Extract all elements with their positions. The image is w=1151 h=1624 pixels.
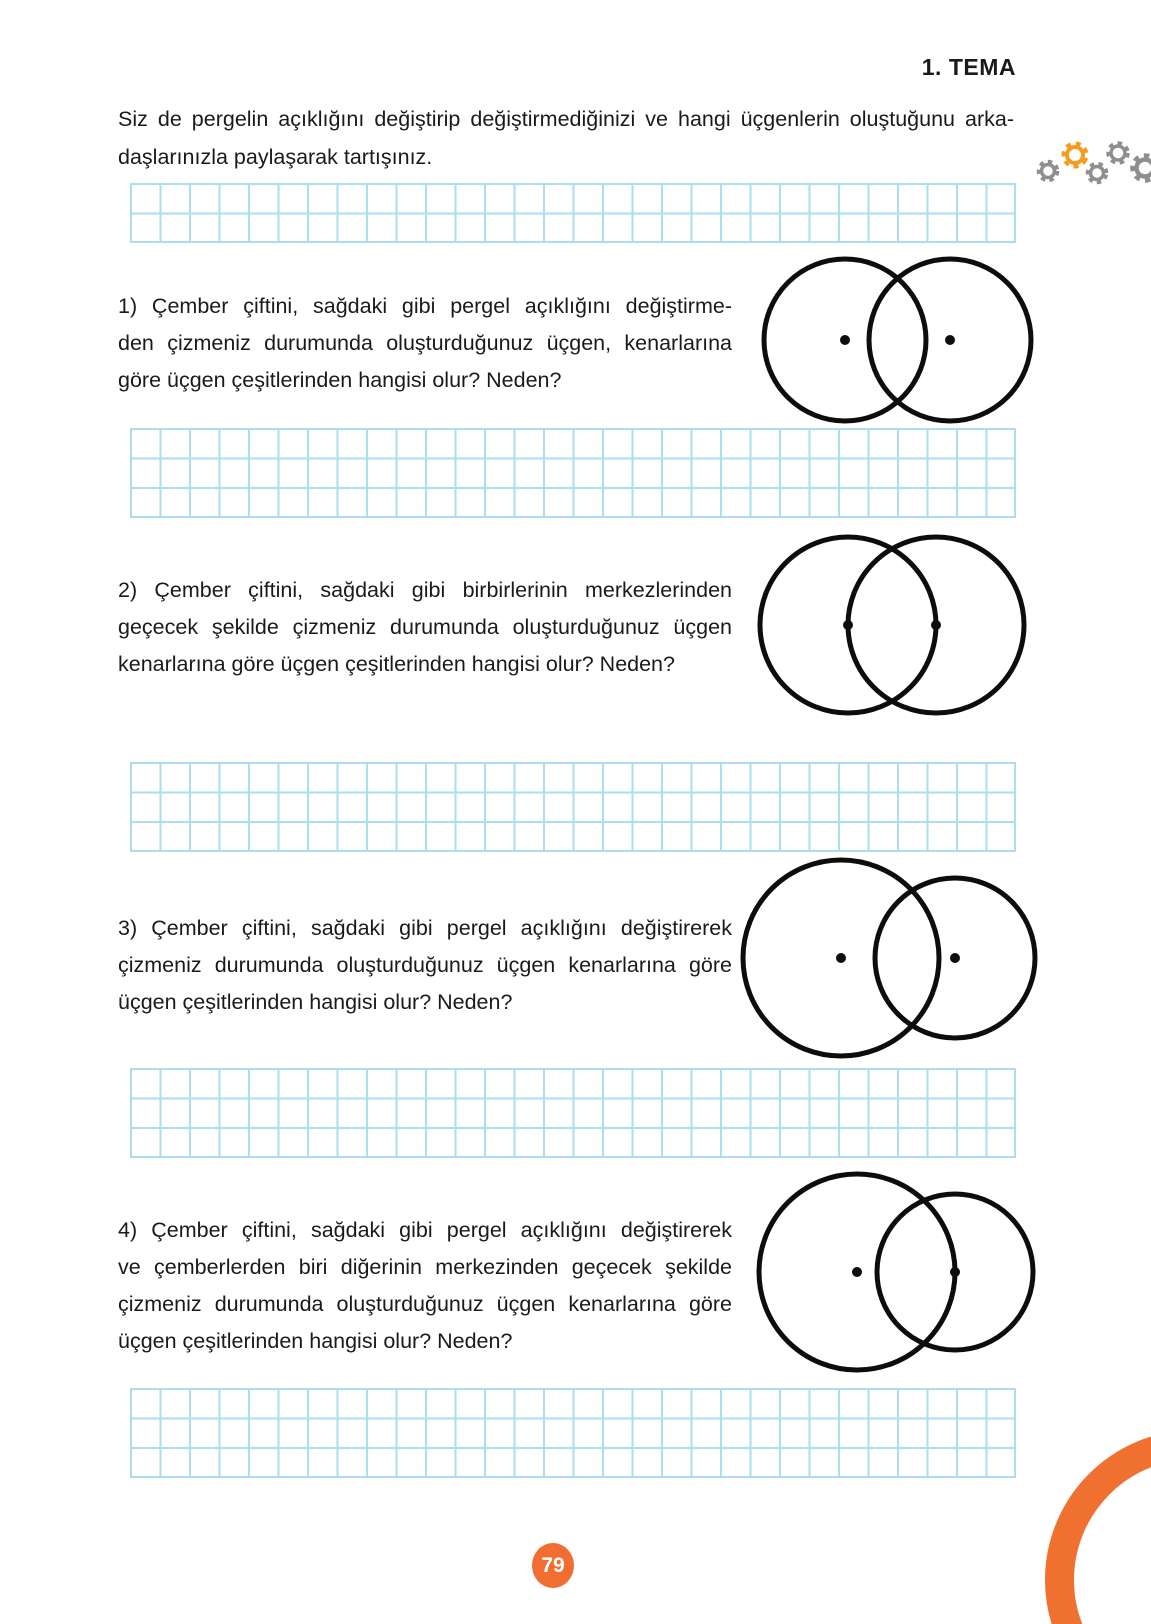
intro-line: Siz de pergelin açıklığını değiştirip değiştirmediğinizi ve hangi üçgenlerin oluştuğunu arka- [118, 107, 1014, 131]
question-4 [118, 1212, 732, 1360]
corner-arc-decoration [1045, 1430, 1151, 1624]
answer-grid [130, 1388, 1016, 1478]
question-line: çizmeniz durumunda oluşturduğunuz üçgen kenarlarına göre [118, 1292, 732, 1316]
gear-gray-large [1130, 153, 1151, 182]
question-1 [118, 288, 732, 399]
answer-grid [130, 762, 1016, 852]
center-dot [931, 620, 941, 630]
question-line: üçgen çeşitlerinden hangisi olur? Neden? [118, 990, 513, 1014]
answer-grid [130, 1068, 1016, 1158]
question-2 [118, 572, 732, 683]
center-dot [843, 620, 853, 630]
tema-heading: 1. TEMA [921, 54, 1016, 80]
gear-gray-small [1109, 144, 1128, 163]
gears-icon [1030, 133, 1151, 205]
question-line: üçgen çeşitlerinden hangisi olur? Neden? [118, 1329, 513, 1353]
question-line: 3) Çember çiftini, sağdaki gibi pergel açıklığını değiştirerek [118, 916, 732, 940]
center-dot [945, 335, 955, 345]
question-line: kenarlarına göre üçgen çeşitlerinden hangisi olur? Neden? [118, 652, 675, 676]
intro-paragraph [118, 100, 1014, 176]
circle-pair-diagram-equal-overlap [755, 252, 1045, 432]
center-dot [852, 1267, 862, 1277]
question-line: 1) Çember çiftini, sağdaki gibi pergel açıklığını değiştirme- [118, 294, 732, 318]
circle-pair-diagram-one-through-center [752, 1166, 1037, 1378]
gear-orange [1061, 141, 1090, 170]
question-line: 4) Çember çiftini, sağdaki gibi pergel açıklığını değiştirerek [118, 1218, 732, 1242]
answer-grid [130, 183, 1016, 243]
question-line: 2) Çember çiftini, sağdaki gibi birbirlerinin merkezlerinden [118, 578, 732, 602]
question-3 [118, 910, 732, 1021]
question-line: ve çemberlerden biri diğerinin merkezinden geçecek şekilde [118, 1255, 732, 1279]
gear-gray-small [1087, 163, 1108, 184]
gear-gray-small [1039, 162, 1057, 180]
question-line: den çizmeniz durumunda oluşturduğunuz üçgen, kenarlarına [118, 331, 732, 355]
question-line: göre üçgen çeşitlerinden hangisi olur? Neden? [118, 368, 562, 392]
question-line: çizmeniz durumunda oluşturduğunuz üçgen kenarlarına göre [118, 953, 732, 977]
center-dot [840, 335, 850, 345]
circle-pair-diagram-different-radii [735, 852, 1040, 1064]
center-dot [836, 953, 846, 963]
center-dot [950, 1267, 960, 1277]
center-dot [950, 953, 960, 963]
circle-pair-diagram-through-centers [752, 532, 1034, 718]
answer-grid [130, 428, 1016, 518]
question-line: geçecek şekilde çizmeniz durumunda oluşturduğunuz üçgen [118, 615, 732, 639]
intro-line: daşlarınızla paylaşarak tartışınız. [118, 145, 433, 169]
page-number-badge: 79 [532, 1543, 574, 1588]
